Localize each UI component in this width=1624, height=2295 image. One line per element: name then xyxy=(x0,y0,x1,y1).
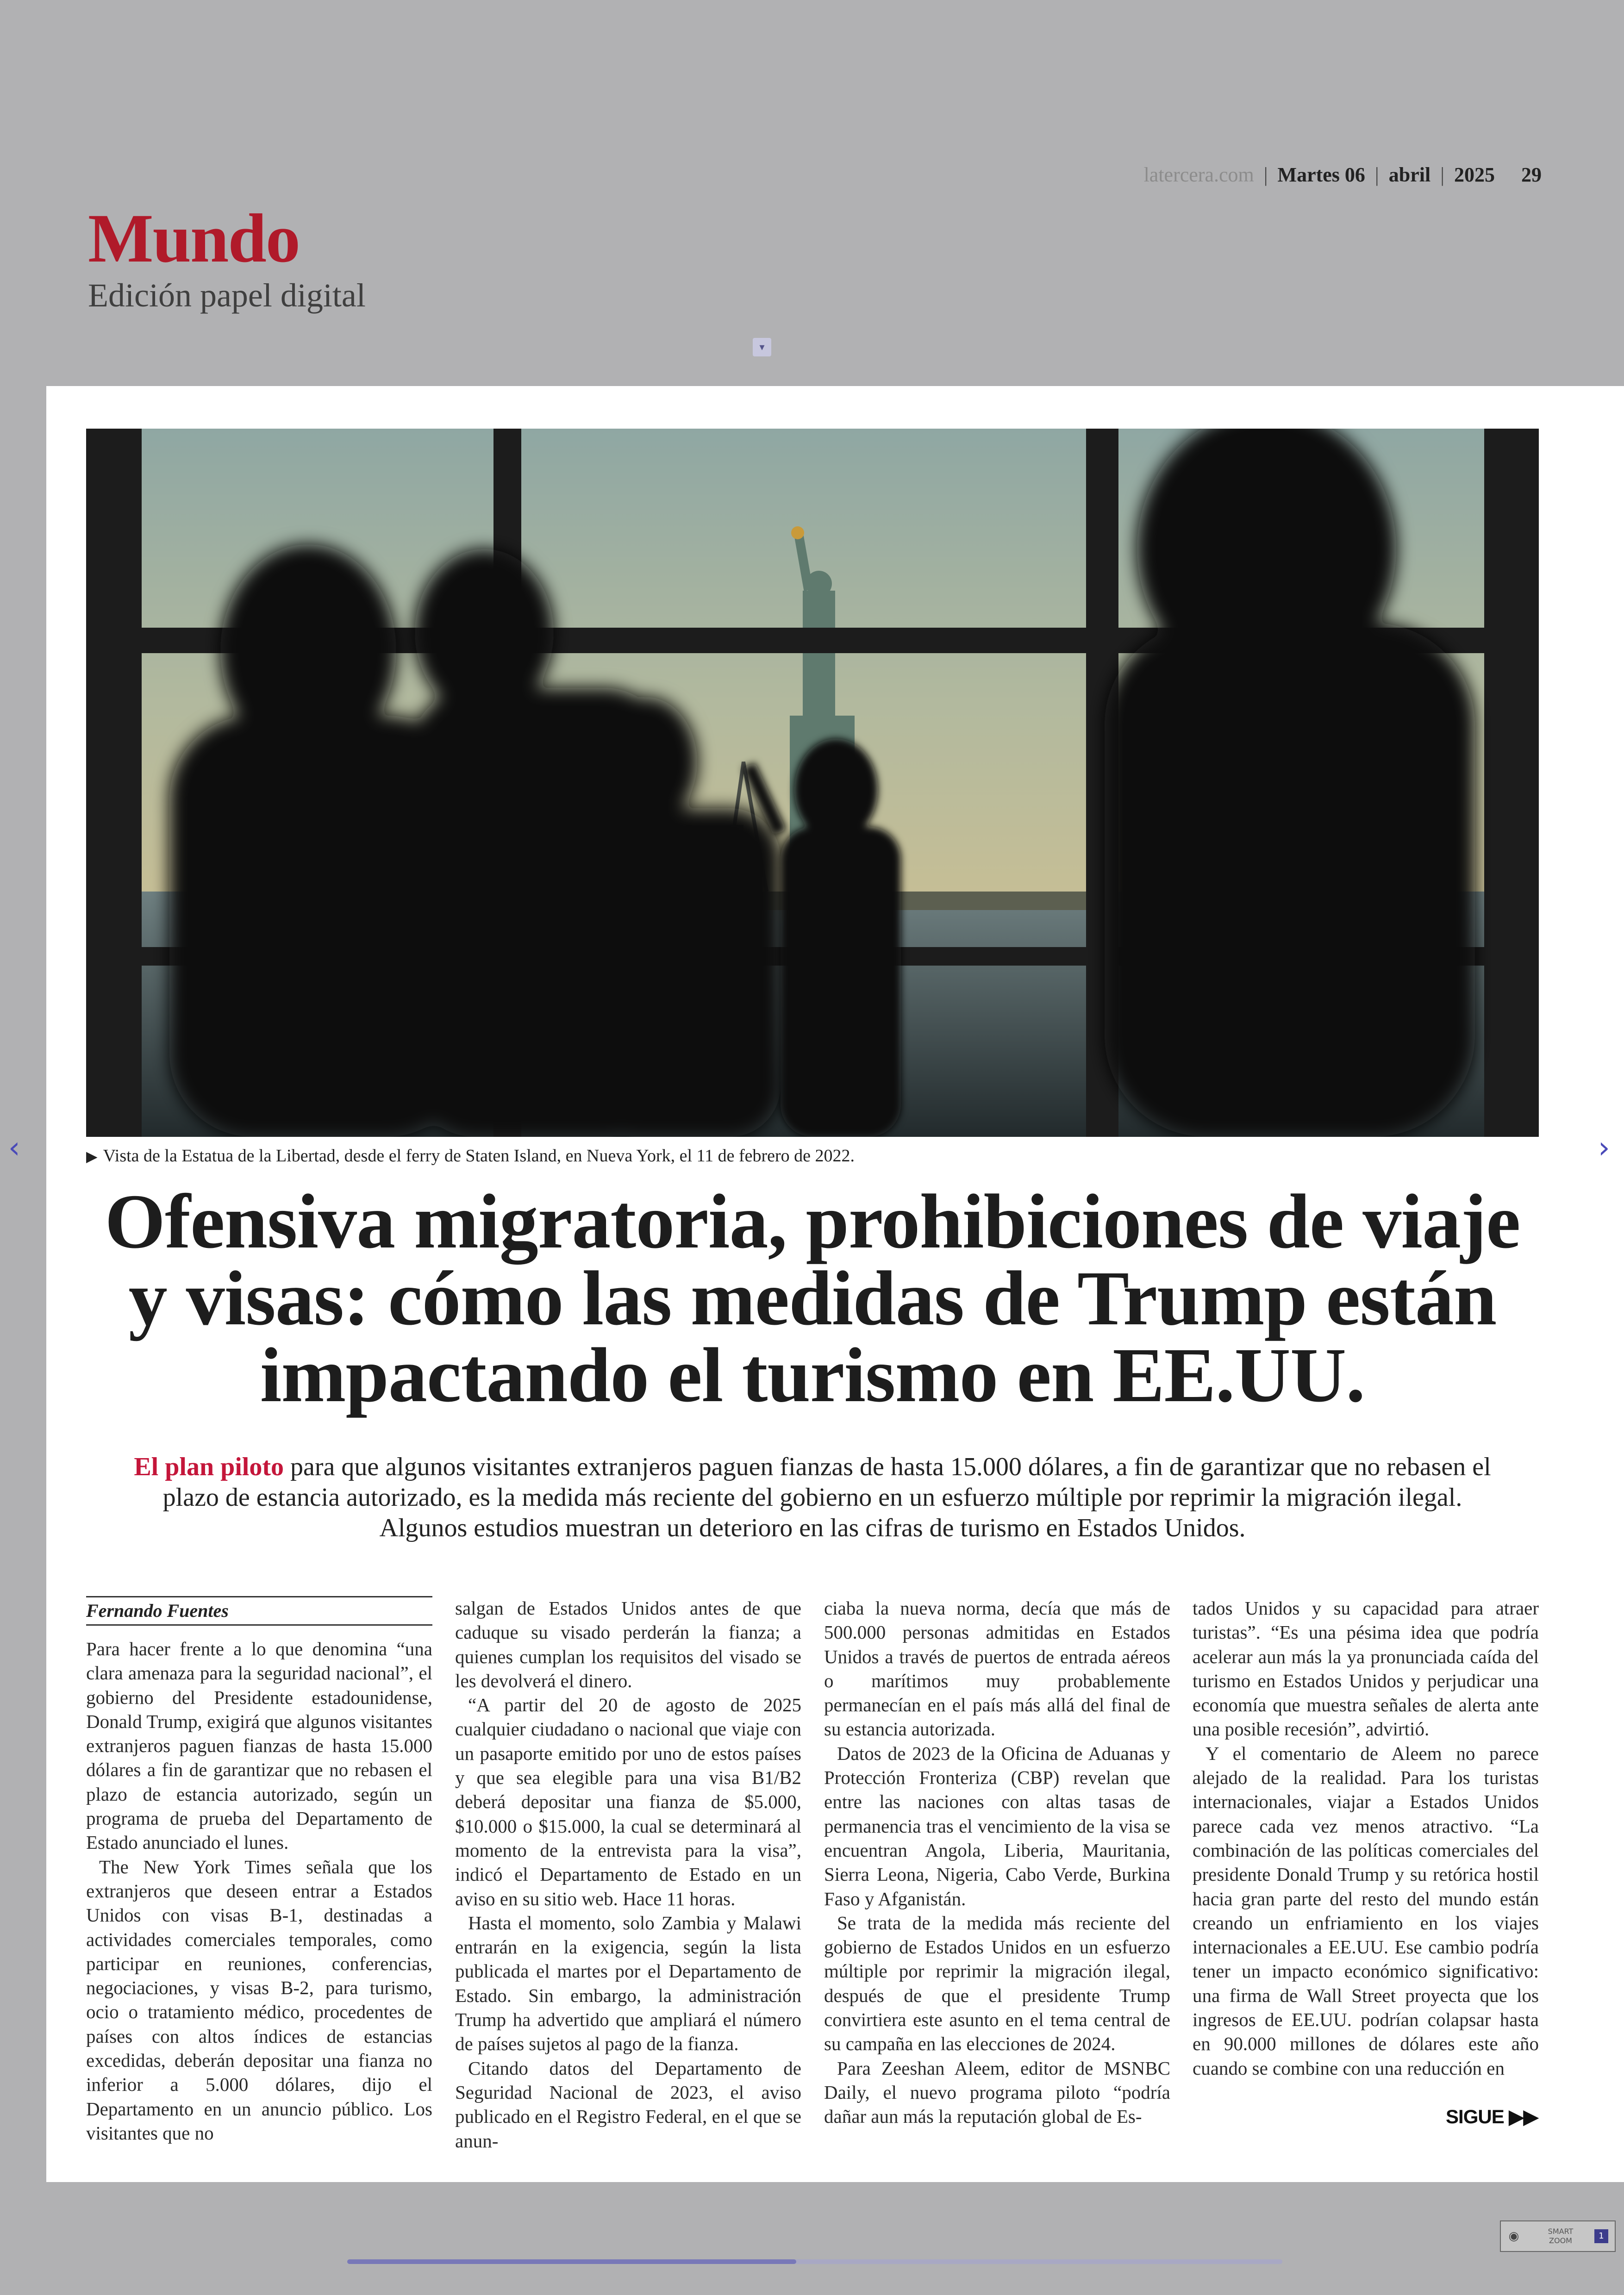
paragraph: The New York Times señala que los extranjeros que deseen entrar a Estados Unidos con visas B-1, destinadas a actividades comerciales temporales, como participar en reuniones, conferencias, negociaciones, y visas B-2, para turismo, ocio o tratamiento médico, procedentes de países con altos índices de estancias excedidas, deberán depositar una fianza no inferior a 5.000 dólares, dijo el Departamento en un anuncio público. Los visitantes que no xyxy=(86,1856,432,2144)
paragraph: tados Unidos y su capacidad para atraer turistas”. “Es una pésima idea que podría acelerar aun más la ya pronunciada caída del turismo en Estados Unidos y perjudicar una economía que muestra señales de alerta ante una posible recesión”, advirtió. xyxy=(1193,1597,1539,1740)
section-header xyxy=(88,200,366,314)
paragraph: salgan de Estados Unidos antes de que caduque su visado perderán la fianza; a quienes cumplan los requisitos del visado se les devolverá el dinero. xyxy=(455,1597,801,1691)
dek-text: para que algunos visitantes extranjeros paguen fianzas de hasta 15.000 dólares, a fin de garantizar que no rebasen el plazo de estancia autorizado, es la medida más reciente del gobierno en un esfuerzo múltiple por reprimir la migración ilegal. Algunos estudios muestran un deterioro en las cifras de turismo en Estados Unidos. xyxy=(162,1453,1491,1542)
prev-page-button[interactable] xyxy=(8,1129,20,1166)
site-name: latercera.com xyxy=(1143,163,1254,186)
article-column-2 xyxy=(455,1596,801,2153)
paragraph: Se trata de la medida más reciente del gobierno de Estados Unidos en un esfuerzo múltiple por reprimir la migración ilegal, después de que el presidente Trump convirtiera este asunto en el tema central de su campaña en las elecciones de 2024. xyxy=(824,1912,1170,2055)
smart-zoom-button[interactable] xyxy=(1500,2220,1616,2252)
article-column-4 xyxy=(1193,1596,1539,2080)
smart-zoom-badge: 1 xyxy=(1594,2229,1608,2243)
eye-icon: ◉ xyxy=(1508,2229,1519,2243)
continue-label: SIGUE ▶▶ xyxy=(1446,2106,1538,2127)
chevron-down-icon: ▾ xyxy=(759,341,765,353)
menu-toggle-button[interactable] xyxy=(753,338,771,356)
paragraph: Citando datos del Departamento de Seguridad Nacional de 2023, el aviso publicado en el Registro Federal, en el que se anun- xyxy=(455,2057,801,2152)
paragraph: “A partir del 20 de agosto de 2025 cualquier ciudadano o nacional que viaje con un pasaporte emitido por uno de estos países y que sea elegible para una visa B1/B2 deberá depositar una fianza de $5.000, $10.000 o $15.000, la cual se determinará al momento de la entrevista para la visa”, indicó el Departamento de Estado en un aviso en su sitio web. Hace 11 horas. xyxy=(455,1694,801,1909)
paragraph: ciaba la nueva norma, decía que más de 500.000 personas admitidas en Estados Unidos a través de puertos de entrada aéreos o marítimos muy probablemente permanecían en el país más allá del final de su estancia autorizada. xyxy=(824,1597,1170,1740)
article-body xyxy=(86,1596,1539,2152)
paragraph: Para hacer frente a lo que denomina “una clara amenaza para la seguridad nacional”, el gobierno del Presidente estadounidense, Donald Trump, exigirá que algunos visitantes extranjeros paguen fianzas de hasta 15.000 dólares a fin de garantizar que no rebasen el plazo de estancia autorizado, según un programa de prueba del Departamento de Estado anunciado el lunes. xyxy=(86,1638,432,1853)
folio-year: 2025 xyxy=(1454,163,1495,186)
article-dek xyxy=(120,1452,1505,1543)
byline: Fernando Fuentes xyxy=(86,1596,432,1626)
dek-kicker: El plan piloto xyxy=(134,1453,284,1481)
photo-caption xyxy=(86,1144,1539,1168)
statue-of-liberty-photo xyxy=(86,429,1539,1137)
smart-zoom-label-line1: SMART xyxy=(1548,2227,1574,2236)
paragraph: Datos de 2023 de la Oficina de Aduanas y Protección Fronteriza (CBP) revelan que entre las naciones con altas tasas de permanencia tras el vencimiento de la visa se encuentran Angola, Liberia, Mauritania, Sierra Leona, Nigeria, Cabo Verde, Burkina Faso y Afganistán. xyxy=(824,1742,1170,1909)
section-subtitle: Edición papel digital xyxy=(88,277,366,314)
newspaper-page[interactable] xyxy=(46,386,1624,2182)
folio-month: abril xyxy=(1388,163,1431,186)
section-title: Mundo xyxy=(88,200,300,277)
article-column-1 xyxy=(86,1596,432,2145)
chevron-left-icon: ‹ xyxy=(8,1131,20,1165)
paragraph: Hasta el momento, solo Zambia y Malawi entrarán en la exigencia, según la lista publicada el martes por el Departamento de Estado. Sin embargo, la administración Trump ha advertido que ampliará el número de países sujetos al pago de la fianza. xyxy=(455,1912,801,2055)
smart-zoom-label xyxy=(1527,2227,1594,2245)
next-page-button[interactable] xyxy=(1598,1129,1610,1166)
article-photo xyxy=(86,429,1539,1137)
caption-text: Vista de la Estatua de la Libertad, desde el ferry de Staten Island, en Nueva York, el 11 de febrero de 2022. xyxy=(103,1146,855,1166)
chevron-right-icon: › xyxy=(1598,1131,1610,1165)
folio-day: Martes 06 xyxy=(1277,163,1365,186)
folio-separator: | xyxy=(1374,163,1379,186)
progress-fill xyxy=(347,2259,796,2264)
caption-triangle-icon: ▶ xyxy=(86,1148,98,1165)
article-headline: Ofensiva migratoria, prohibiciones de viaje y visas: cómo las medidas de Trump están impactando el turismo en EE.UU. xyxy=(105,1179,1520,1418)
article-column-3 xyxy=(824,1596,1170,2129)
page-progress-bar[interactable] xyxy=(347,2259,1282,2264)
page-number: 29 xyxy=(1521,163,1542,186)
folio-separator: | xyxy=(1263,163,1268,186)
smart-zoom-label-line2: ZOOM xyxy=(1549,2236,1572,2245)
paragraph: Y el comentario de Aleem no parece alejado de la realidad. Para los turistas internacionales, viajar a Estados Unidos parece cada vez menos atractivo. “La combinación de las políticas comerciales del presidente Donald Trump y su retórica hostil hacia gran parte del resto del mundo están creando un enfriamiento en los viajes internacionales a EE.UU. Ese cambio podría tener un impacto económico significativo: una firma de Wall Street proyecta que los ingresos de EE.UU. podrían colapsar hasta en 90.000 millones de dólares este año cuando se combine con una reducción en xyxy=(1193,1742,1539,2079)
folio xyxy=(1144,161,1542,189)
folio-separator: | xyxy=(1440,163,1444,186)
paragraph: Para Zeeshan Aleem, editor de MSNBC Daily, el nuevo programa piloto “podría dañar aun más la reputación global de Es- xyxy=(824,2057,1170,2127)
